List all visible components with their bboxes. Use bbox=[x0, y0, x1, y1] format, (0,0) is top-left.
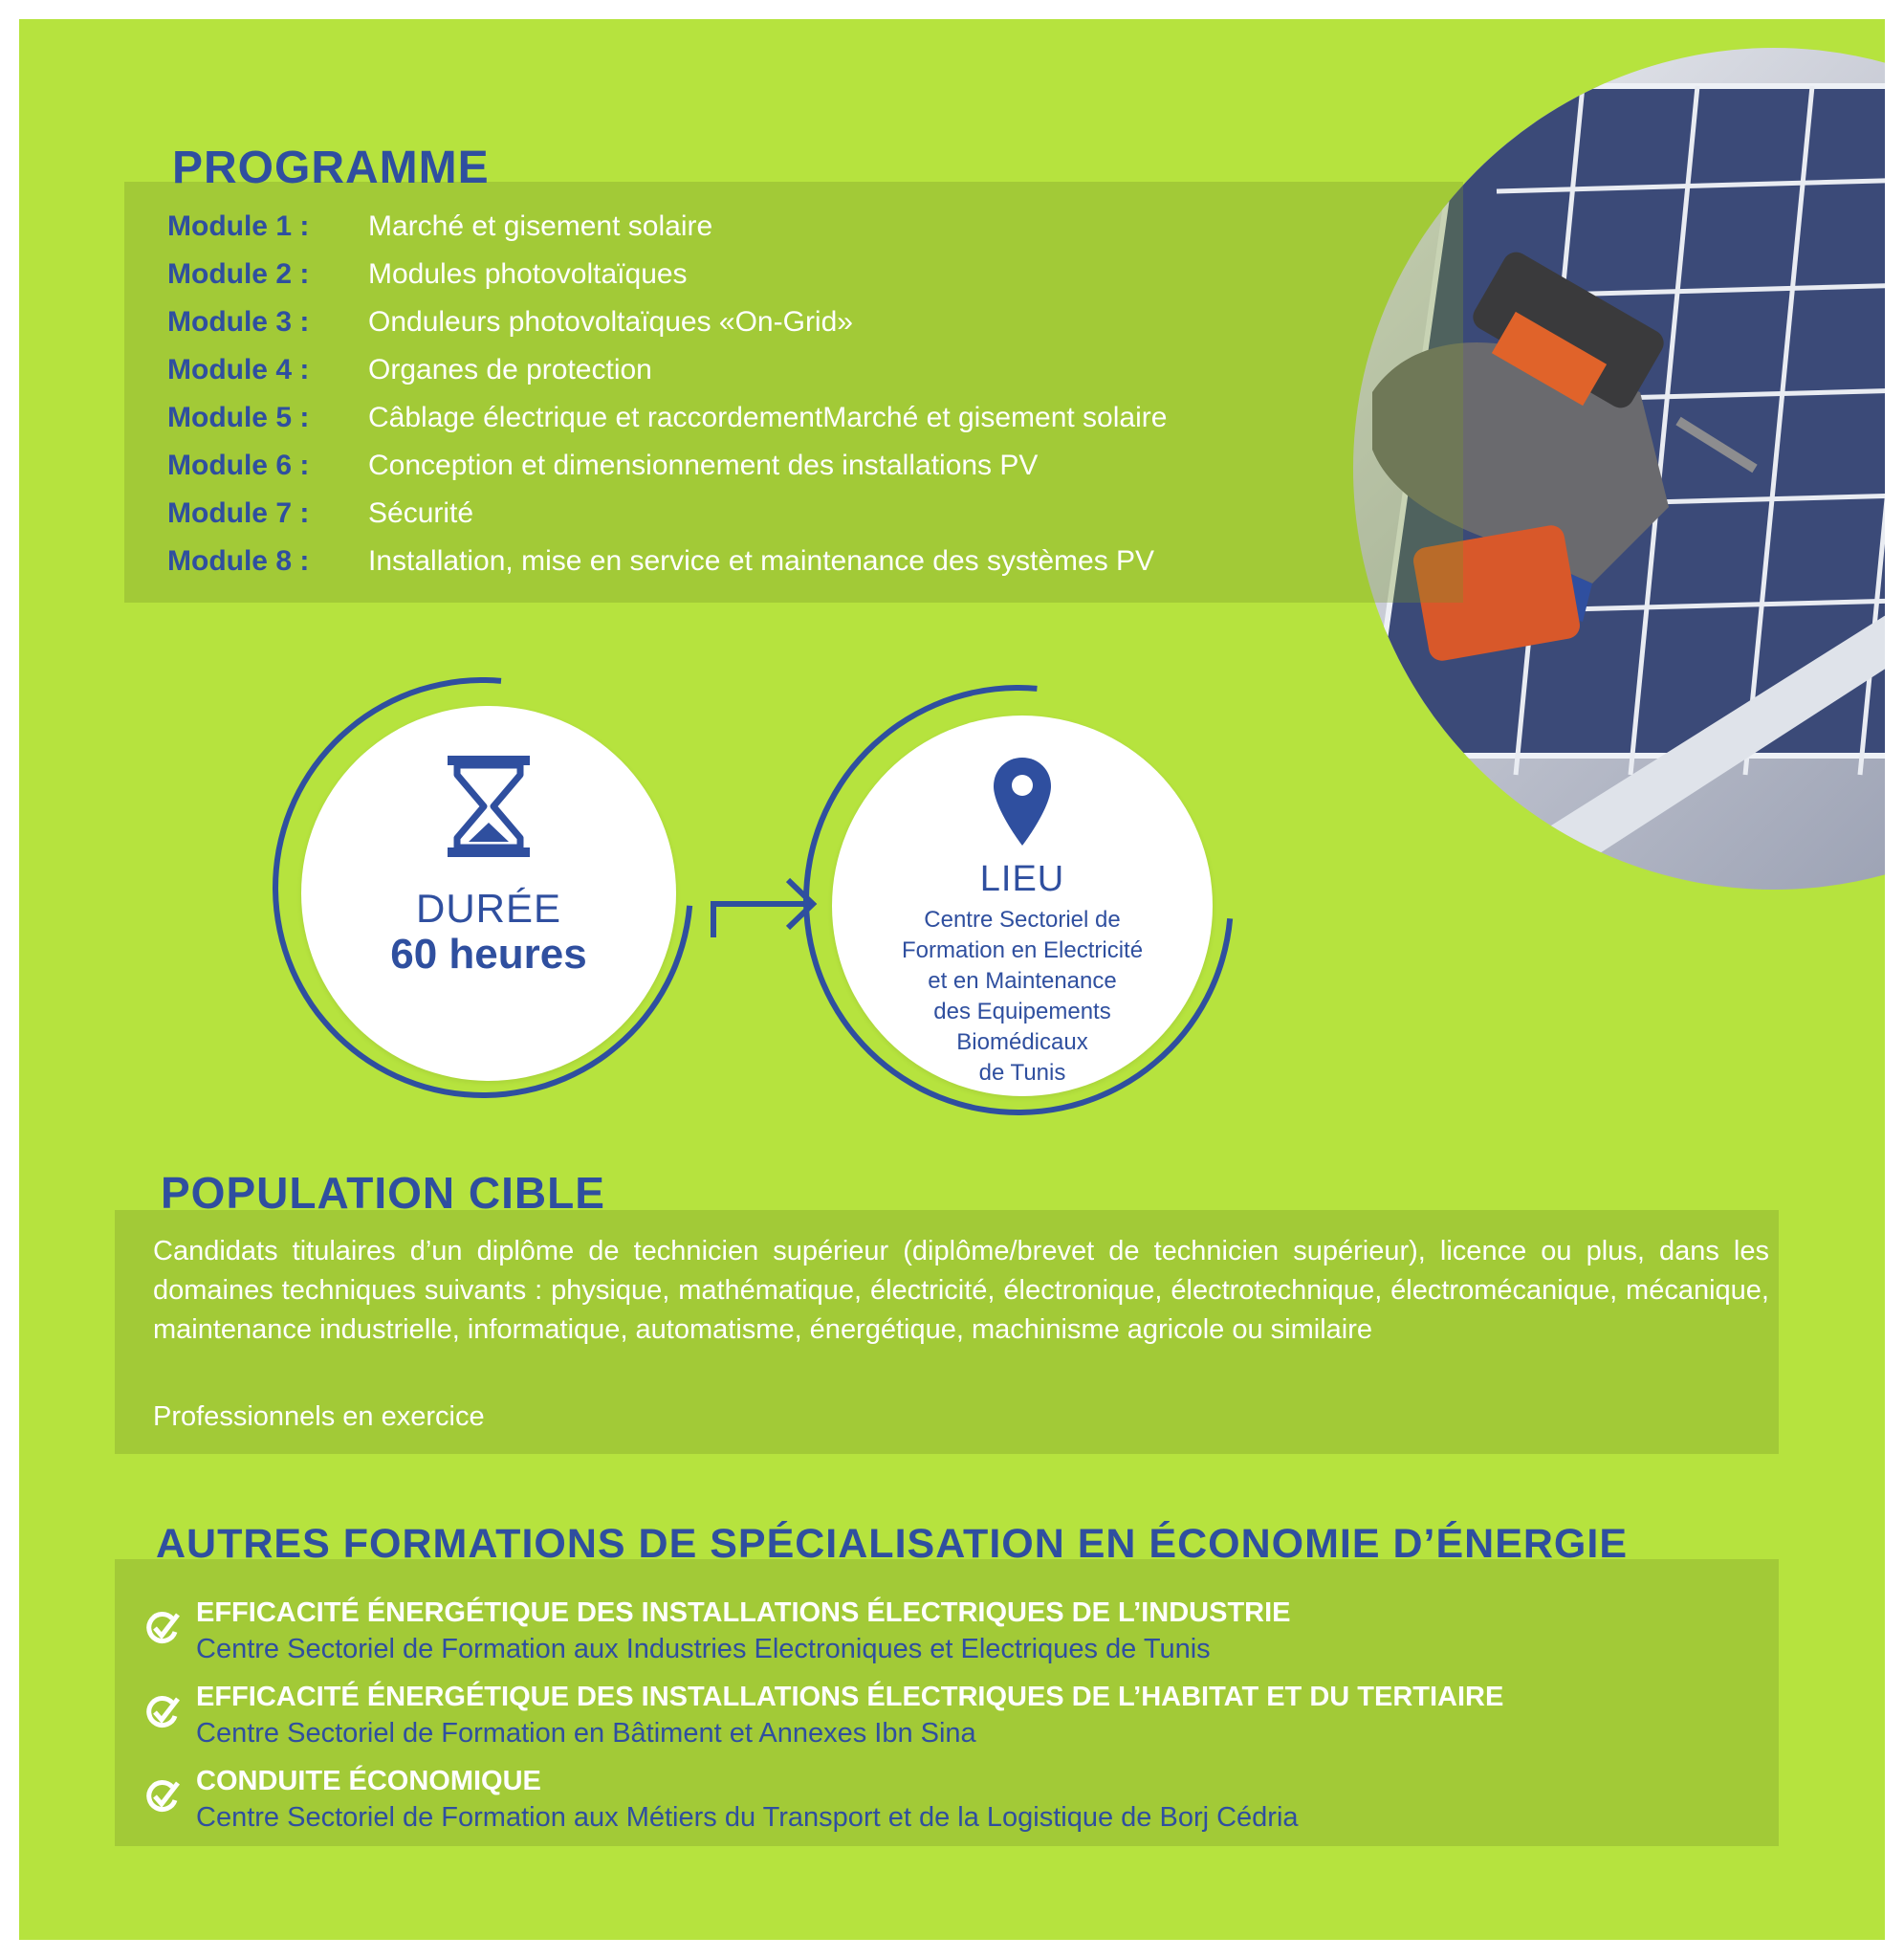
location-line: Biomédicaux bbox=[956, 1029, 1088, 1055]
training-item bbox=[143, 1766, 1769, 1842]
training-item bbox=[143, 1682, 1769, 1758]
check-circle-icon bbox=[143, 1777, 182, 1816]
other-trainings-heading: AUTRES FORMATIONS DE SPÉCIALISATION EN ÉCONOMIE D’ÉNERGIE bbox=[156, 1521, 1629, 1567]
training-center: Centre Sectoriel de Formation aux Métiers du Transport et de la Logistique de Borj Cédria bbox=[196, 1802, 1299, 1833]
location-line: Formation en Electricité bbox=[901, 937, 1144, 963]
training-title: EFFICACITÉ ÉNERGÉTIQUE DES INSTALLATIONS ÉLECTRIQUES DE L’INDUSTRIE bbox=[196, 1597, 1291, 1628]
module-number: Module 4 : bbox=[167, 354, 310, 385]
module-title: Sécurité bbox=[368, 497, 474, 529]
duration-label: DURÉE bbox=[415, 886, 562, 931]
module-number: Module 6 : bbox=[167, 450, 310, 481]
training-center: Centre Sectoriel de Formation aux Industries Electroniques et Electriques de Tunis bbox=[196, 1634, 1211, 1664]
training-title: CONDUITE ÉCONOMIQUE bbox=[196, 1766, 541, 1796]
module-number: Module 5 : bbox=[167, 402, 310, 433]
check-circle-icon bbox=[143, 1609, 182, 1647]
module-number: Module 7 : bbox=[167, 497, 310, 529]
location-line: des Equipements bbox=[933, 999, 1111, 1024]
brochure-page bbox=[19, 19, 1885, 1940]
check-circle-icon bbox=[143, 1693, 182, 1731]
module-title: Marché et gisement solaire bbox=[368, 210, 713, 242]
module-title: Câblage électrique et raccordementMarché et gisement solaire bbox=[368, 402, 1168, 433]
training-center: Centre Sectoriel de Formation en Bâtiment et Annexes Ibn Sina bbox=[196, 1718, 976, 1749]
location-label: LIEU bbox=[979, 859, 1065, 899]
population-heading: POPULATION CIBLE bbox=[161, 1168, 605, 1218]
population-professionals: Professionnels en exercice bbox=[153, 1401, 485, 1432]
module-number: Module 1 : bbox=[167, 210, 310, 242]
programme-panel bbox=[124, 182, 1463, 603]
module-number: Module 8 : bbox=[167, 545, 310, 577]
module-title: Onduleurs photovoltaïques «On-Grid» bbox=[368, 306, 853, 338]
duration-value: 60 heures bbox=[390, 931, 587, 978]
module-number: Module 3 : bbox=[167, 306, 310, 338]
training-title: EFFICACITÉ ÉNERGÉTIQUE DES INSTALLATIONS ÉLECTRIQUES DE L’HABITAT ET DU TERTIAIRE bbox=[196, 1682, 1504, 1712]
module-number: Module 2 : bbox=[167, 258, 310, 290]
module-title: Conception et dimensionnement des installations PV bbox=[368, 450, 1039, 481]
location-line: de Tunis bbox=[978, 1060, 1066, 1086]
module-title: Installation, mise en service et maintenance des systèmes PV bbox=[368, 545, 1155, 577]
programme-heading: PROGRAMME bbox=[172, 143, 490, 193]
population-description: Candidats titulaires d’un diplôme de technicien supérieur (diplôme/brevet de technicien supérieur), licence ou plus, dans les domaines techniques suivants : physique, mathématique, électricité, électronique, électrotechnique, électromécanique, mécanique, maintenance industrielle, informatique, automatisme, énergétique, machinisme agricole ou similaire bbox=[153, 1236, 1769, 1345]
hourglass-icon bbox=[446, 754, 532, 859]
location-circle bbox=[832, 715, 1213, 1096]
location-line: Centre Sectoriel de bbox=[924, 907, 1121, 933]
module-title: Organes de protection bbox=[368, 354, 652, 385]
location-line: et en Maintenance bbox=[928, 968, 1117, 994]
training-item bbox=[143, 1597, 1769, 1674]
duration-circle bbox=[301, 706, 676, 1081]
module-title: Modules photovoltaïques bbox=[368, 258, 688, 290]
map-pin-icon bbox=[992, 756, 1053, 847]
